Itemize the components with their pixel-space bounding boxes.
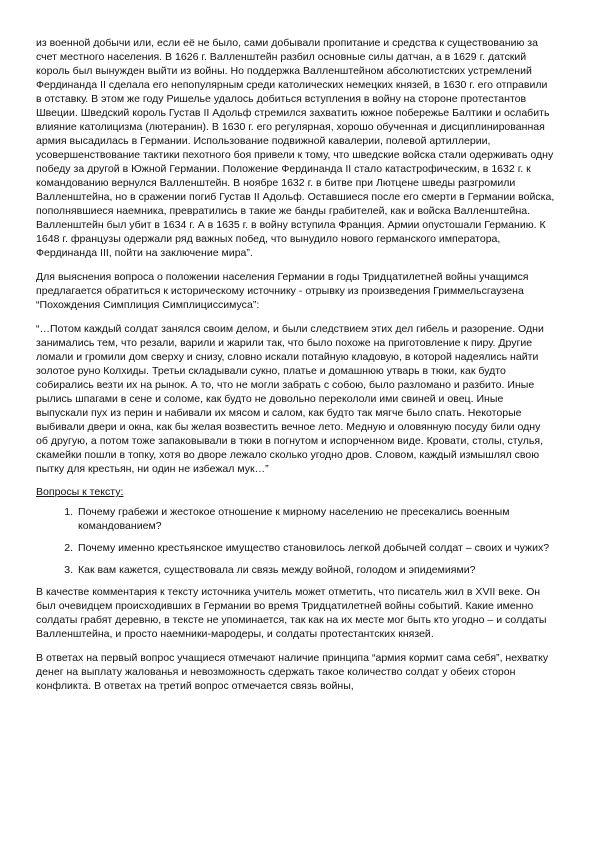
paragraph-teacher-comment: В качестве комментария к тексту источника учитель может отметить, что писатель жил в XVII веке. Он был очевидцем происходивших в Германии во время Тридцатилетней войны событий. Какие именно солдаты грабят деревню, в тексте не упоминается, так как на их месте мог быть кто угодно – и солдаты Валленштейна, и просто наемники-мародеры, и солдаты протестантских князей. — [36, 586, 547, 640]
question-item: 3. Как вам кажется, существовала ли связь между войной, голодом и эпидемиями? — [76, 563, 555, 577]
paragraph-source-intro: Для выяснения вопроса о положении населения Германии в годы Тридцатилетней войны учащимся предлагается обратиться к историческому источнику - отрывку из произведения Гриммельсгаузена “Похождения Симплиция Симплициссимуса”: — [36, 271, 529, 311]
questions-list — [36, 505, 555, 577]
paragraph-answers: В ответах на первый вопрос учащиеся отмечают наличие принципа “армия кормит сама себя”, нехватку денег на выплату жалованья и невозможность сдержать такое количество солдат у обеих сторон конфликта. В ответах на третий вопрос отмечается связь войны, — [36, 652, 549, 692]
question-item: 1. Почему грабежи и жестокое отношение к мирному населению не пресекались военным командованием? — [76, 505, 555, 533]
quote-simplicissimus: “…Потом каждый солдат занялся своим делом, и были следствием этих дел гибель и разорение. Одни занимались тем, что резали, варили и жарили так, что было похоже на приготовление к пиру. Другие ломали и громили дом сверху и снизу, словно искали потайную кладовую, в которой надеялись найти золотое руно Колхиды. Третьи складывали сукно, платье и домашнюю утварь в тюки, как будто собирались везти их на рынок. А то, что не могли забрать с собою, было разломано и разбито. Иные рылись шпагами в сене и соломе, как будто не довольно перекололи ими свиней и овец. Иные выпускали пух из перин и набивали их мясом и салом, как будто так мягче было спать. Некоторые выбивали двери и окна, как бы желая возвестить вечное лето. Медную и оловянную посуду били одну об другую, а потом тоже запаковывали в тюки в погнутом и испорченном виде. Кровати, столы, стулья, скамейки пошли в топку, хотя во дворе лежало сколько угодно дров. Словом, каждый измышлял свою пытку для крестьян, ни один не избежал мук…” — [36, 323, 544, 475]
questions-heading: Вопросы к тексту: — [36, 486, 124, 498]
question-item: 2. Почему именно крестьянское имущество становилось легкой добычей солдат – своих и чужих? — [76, 541, 555, 555]
paragraph-wallenstein-history: из военной добычи или, если её не было, сами добывали пропитание и средства к существованию за счет местного населения. В 1626 г. Валленштейн разбил основные силы датчан, а в 1629 г. датский король был вынужден выйти из войны. Но поддержка Валленштейном абсолютистских устремлений Фердинанда II сделала его непопулярным среди католических немецких князей, в 1630 г. его отправили в отставку. В этом же году Ришелье удалось добиться вступления в войну на стороне протестантов Швеции. Шведский король Густав II Адольф стремился захватить южное побережье Балтики и ослабить влияние католицизма (лютеранин). В 1630 г. его регулярная, хорошо обученная и дисциплинированная армия высадилась в Германии. Использование подвижной кавалерии, полевой артиллерии, усовершенствование тактики пехотного боя привели к тому, что шведские войска стали одерживать одну победу за другой в Южной Германии. Положение Фердинанда II стало катастрофическим, в 1632 г. к командованию вернулся Валленштейн. В ноябре 1632 г. в битве при Лютцене шведы разгромили Валленштейна, но в сражении погиб Густав II Адольф. Оставшиеся после его смерти в Германии войска, пополнявшиеся наемника, превратились в такие же банды грабителей, как и войска Валленштейна. Валленштейн был убит в 1634 г. А в 1635 г. в войну вступила Франция. Армии опустошали Германию. К 1648 г. французы одержали ряд важных побед, что вынудило нового германского императора, Фердинанда III, пойти на заключение мира”. — [36, 37, 555, 259]
